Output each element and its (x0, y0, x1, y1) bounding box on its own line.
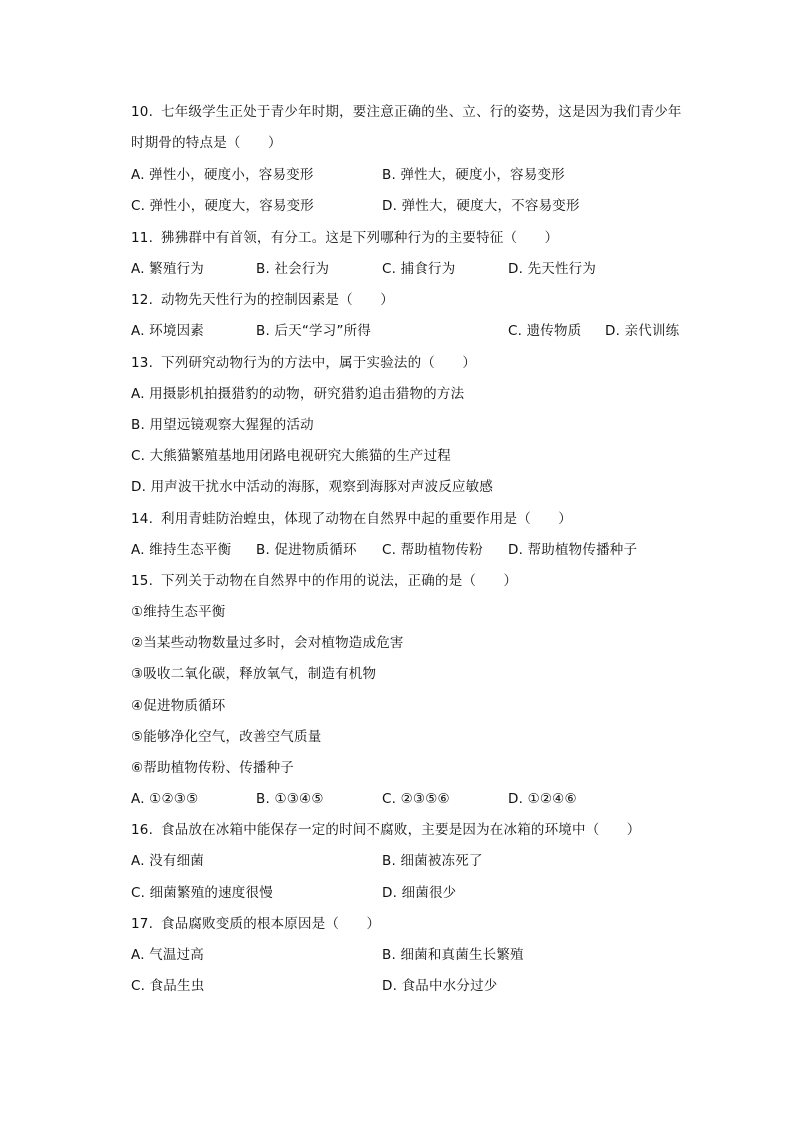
question-16-option-c: C. 细菌繁殖的速度很慢 (131, 885, 273, 901)
question-15-stem: 15. 下列关于动物在自然界中的作用的说法，正确的是（ ） (131, 573, 518, 589)
question-16-option-b: B. 细菌被冻死了 (382, 853, 483, 869)
question-15-option-d: D. ①②④⑥ (508, 791, 577, 807)
question-14-option-a: A. 维持生态平衡 (131, 542, 232, 558)
question-12-option-b: B. 后天“学习”所得 (256, 323, 372, 339)
question-15-item-6: ⑥帮助植物传粉、传播种子 (131, 760, 295, 776)
question-14-option-d: D. 帮助植物传播种子 (508, 542, 638, 558)
question-12-stem: 12. 动物先天性行为的控制因素是（ ） (131, 292, 394, 308)
question-15-item-1: ①维持生态平衡 (131, 604, 226, 620)
question-16-option-d: D. 细菌很少 (382, 885, 457, 901)
question-10-option-a: A. 弹性小，硬度小，容易变形 (131, 167, 314, 183)
question-15-item-3: ③吸收二氧化碳，释放氧气，制造有机物 (131, 666, 377, 682)
question-16-stem: 16. 食品放在冰箱中能保存一定的时间不腐败，主要是因为在冰箱的环境中（ ） (131, 822, 641, 838)
question-15-option-b: B. ①③④⑤ (256, 791, 324, 807)
question-15-option-a: A. ①②③⑤ (131, 791, 199, 807)
question-14-stem: 14. 利用青蛙防治蝗虫，体现了动物在自然界中起的重要作用是（ ） (131, 511, 572, 527)
question-10-option-c: C. 弹性小，硬度大，容易变形 (131, 198, 315, 214)
question-10-stem-cont: 时期骨的特点是（ ） (131, 135, 282, 151)
question-10-stem: 10. 七年级学生正处于青少年时期，要注意正确的坐、立、行的姿势，这是因为我们青少年 (131, 104, 682, 120)
question-14-option-c: C. 帮助植物传粉 (382, 542, 483, 558)
question-10-option-d: D. 弹性大，硬度大，不容易变形 (382, 198, 580, 214)
question-13-option-c: C. 大熊猫繁殖基地用闭路电视研究大熊猫的生产过程 (131, 448, 452, 464)
question-17-option-d: D. 食品中水分过少 (382, 978, 498, 994)
question-11-stem: 11. 狒狒群中有首领，有分工。这是下列哪种行为的主要特征（ ） (131, 230, 559, 246)
question-11-option-a: A. 繁殖行为 (131, 261, 204, 277)
question-17-option-b: B. 细菌和真菌生长繁殖 (382, 947, 524, 963)
question-15-option-c: C. ②③⑤⑥ (382, 791, 450, 807)
question-13-option-a: A. 用摄影机拍摄猎豹的动物，研究猎豹追击猎物的方法 (131, 386, 465, 402)
question-17-option-c: C. 食品生虫 (131, 978, 205, 994)
question-15-item-2: ②当某些动物数量过多时，会对植物造成危害 (131, 635, 404, 651)
question-15-item-4: ④促进物质循环 (131, 698, 226, 714)
question-12-option-d: D. 亲代训练 (605, 323, 680, 339)
question-16-option-a: A. 没有细菌 (131, 853, 204, 869)
question-12-option-a: A. 环境因素 (131, 323, 204, 339)
question-11-option-c: C. 捕食行为 (382, 261, 456, 277)
question-10-option-b: B. 弹性大，硬度小，容易变形 (382, 167, 565, 183)
question-14-option-b: B. 促进物质循环 (256, 542, 357, 558)
question-11-option-b: B. 社会行为 (256, 261, 330, 277)
question-17-option-a: A. 气温过高 (131, 947, 204, 963)
question-17-stem: 17. 食品腐败变质的根本原因是（ ） (131, 916, 381, 932)
question-13-stem: 13. 下列研究动物行为的方法中，属于实验法的（ ） (131, 355, 477, 371)
question-13-option-b: B. 用望远镜观察大猩猩的活动 (131, 417, 314, 433)
question-11-option-d: D. 先天性行为 (508, 261, 597, 277)
question-13-option-d: D. 用声波干扰水中活动的海豚，观察到海豚对声波反应敏感 (131, 479, 494, 495)
question-15-item-5: ⑤能够净化空气，改善空气质量 (131, 729, 322, 745)
question-12-option-c: C. 遗传物质 (508, 323, 582, 339)
